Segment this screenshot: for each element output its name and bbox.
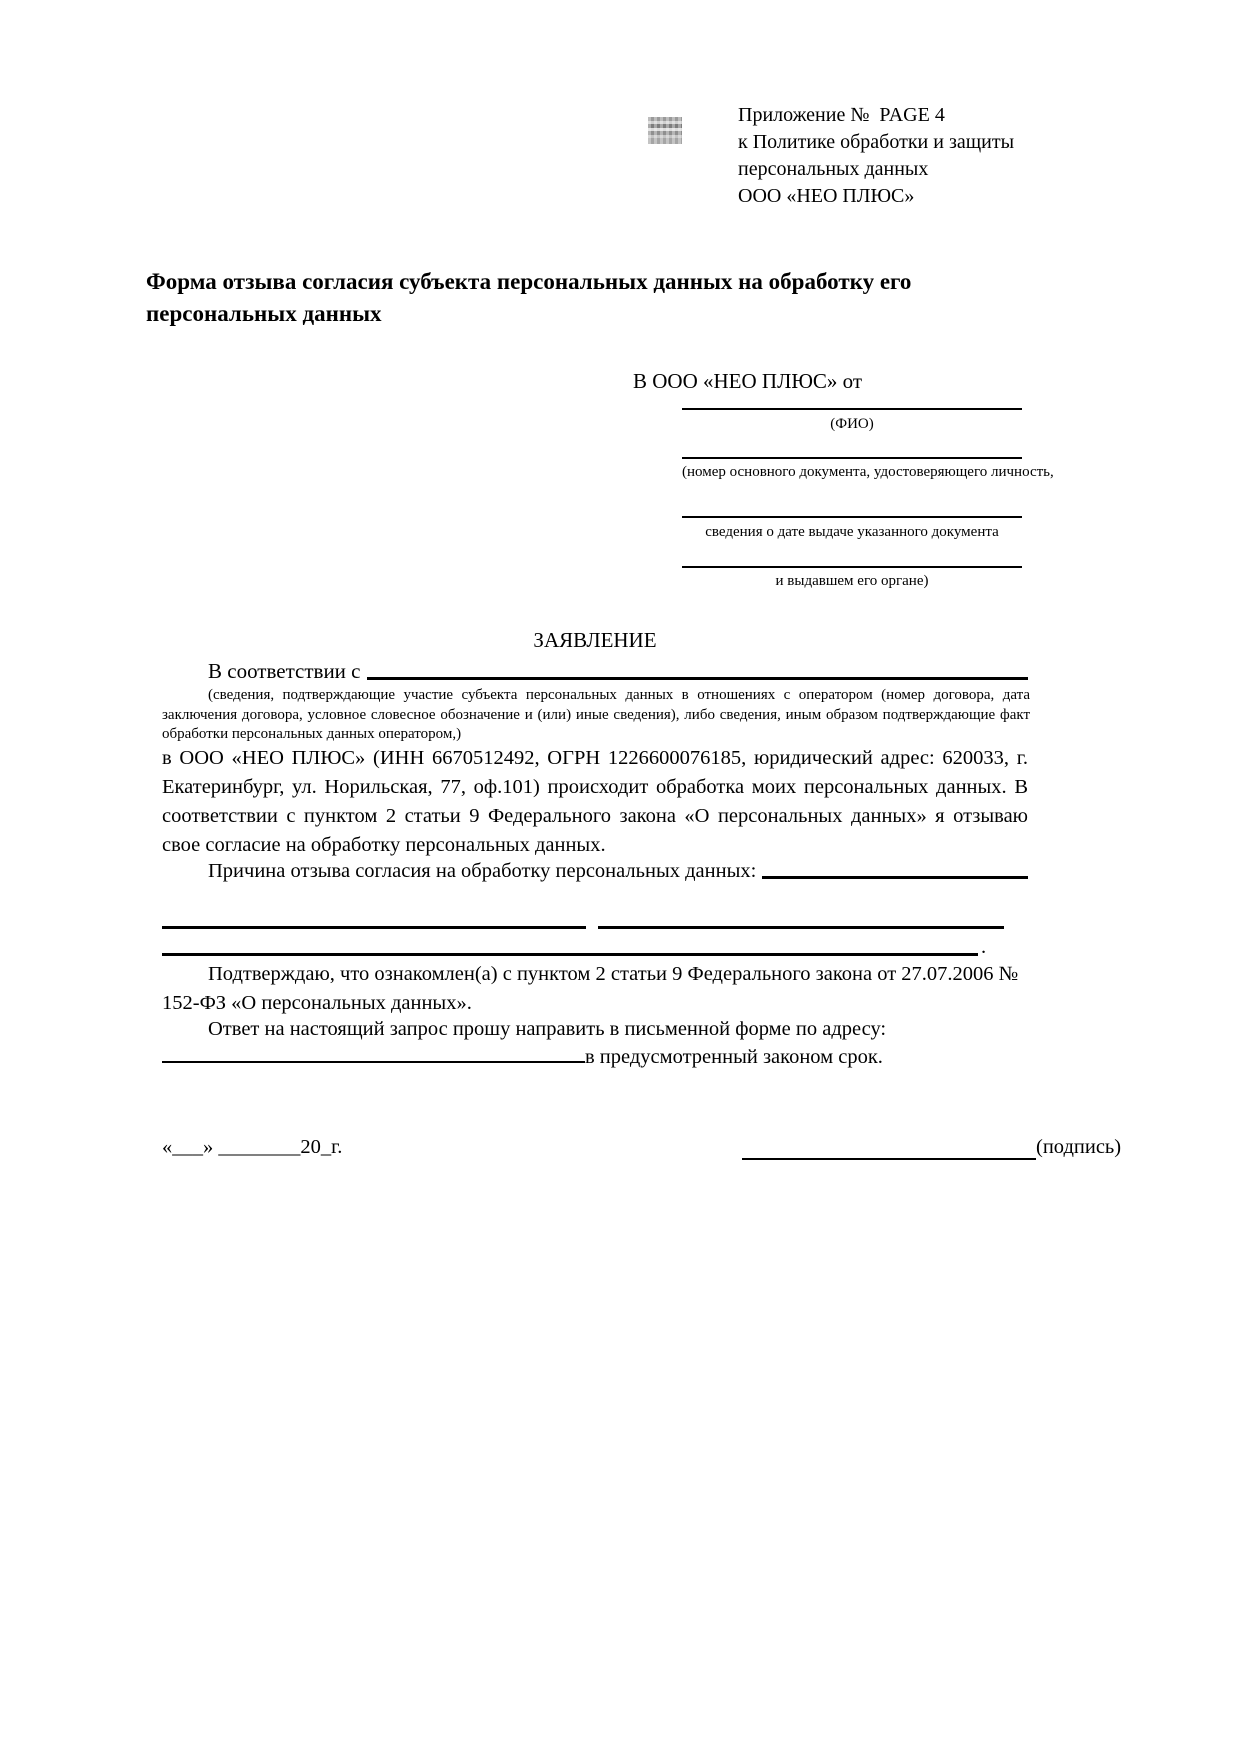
policy-line-1: к Политике обработки и защиты bbox=[738, 131, 1015, 153]
policy-line-2: персональных данных bbox=[738, 158, 929, 180]
reply-suffix: в предусмотренный законом срок. bbox=[585, 1046, 883, 1068]
accordance-text: В соответствии с bbox=[208, 659, 361, 683]
fill-line-blank-1b bbox=[598, 926, 1004, 929]
body-paragraph: в ООО «НЕО ПЛЮС» (ИНН 6670512492, ОГРН 1226600076185, юридический адрес: 620033, г. Екатеринбург, ул. Норильская, 77, оф.101) происходит обработка моих персональных данных. В соответствии с пунктом 2 статьи 9 Федерального закона «О персональных данных» я отзываю свое согласие на обработку персональных данных. bbox=[162, 747, 1028, 856]
signature-caption: (подпись) bbox=[1036, 1136, 1122, 1158]
date-line: «___» ________20_г. bbox=[162, 1136, 343, 1158]
address-row bbox=[162, 1046, 1028, 1069]
company-name: ООО «НЕО ПЛЮС» bbox=[738, 185, 915, 207]
addressee-line: В ООО «НЕО ПЛЮС» от bbox=[633, 369, 863, 393]
document-title: Форма отзыва согласия субъекта персональных данных на обработку его персональных данных bbox=[146, 269, 912, 326]
appendix-line: Приложение № PAGE 4 bbox=[738, 104, 945, 126]
reason-row bbox=[162, 860, 1028, 883]
caption-issuing-authority: и выдавшем его органе) bbox=[775, 573, 929, 589]
caption-fio: (ФИО) bbox=[830, 416, 874, 432]
reply-request: Ответ на настоящий запрос прошу направить в письменной форме по адресу: bbox=[208, 1018, 887, 1040]
fill-line-document-number bbox=[682, 457, 1022, 459]
fill-line-issuing-authority bbox=[682, 566, 1022, 568]
fill-line-blank-1a bbox=[162, 926, 586, 929]
pixelated-image bbox=[648, 117, 682, 144]
blank-line-period: . bbox=[981, 936, 987, 958]
fill-line-blank-2 bbox=[162, 953, 978, 956]
statement-heading: ЗАЯВЛЕНИЕ bbox=[533, 628, 657, 652]
caption-document-number: (номер основного документа, удостоверяющего личность, bbox=[682, 464, 1054, 480]
reason-text: Причина отзыва согласия на обработку персональных данных: bbox=[208, 860, 757, 882]
accordance-row bbox=[162, 659, 1028, 684]
appendix-header bbox=[738, 102, 1014, 210]
confirmation-paragraph: Подтверждаю, что ознакомлен(а) с пунктом 2 статьи 9 Федерального закона от 27.07.2006 № 152-ФЗ «О персональных данных». bbox=[162, 963, 1019, 1014]
fill-line-signature bbox=[742, 1158, 1036, 1160]
fill-line-issue-date bbox=[682, 516, 1022, 518]
fill-line-accordance bbox=[367, 659, 1029, 680]
fill-line-fio bbox=[682, 408, 1022, 410]
fill-line-address bbox=[162, 1056, 585, 1063]
footnote-text: (сведения, подтверждающие участие субъекта персональных данных в отношениях с оператором (номер договора, дата заключения договора, условное словесное обозначение и (или) иные сведения), либо сведения, иным образом подтверждающие факт обработки персональных данных оператором,) bbox=[162, 687, 1030, 742]
caption-issue-date: сведения о дате выдаче указанного документа bbox=[705, 524, 999, 540]
fill-line-reason bbox=[762, 860, 1028, 879]
